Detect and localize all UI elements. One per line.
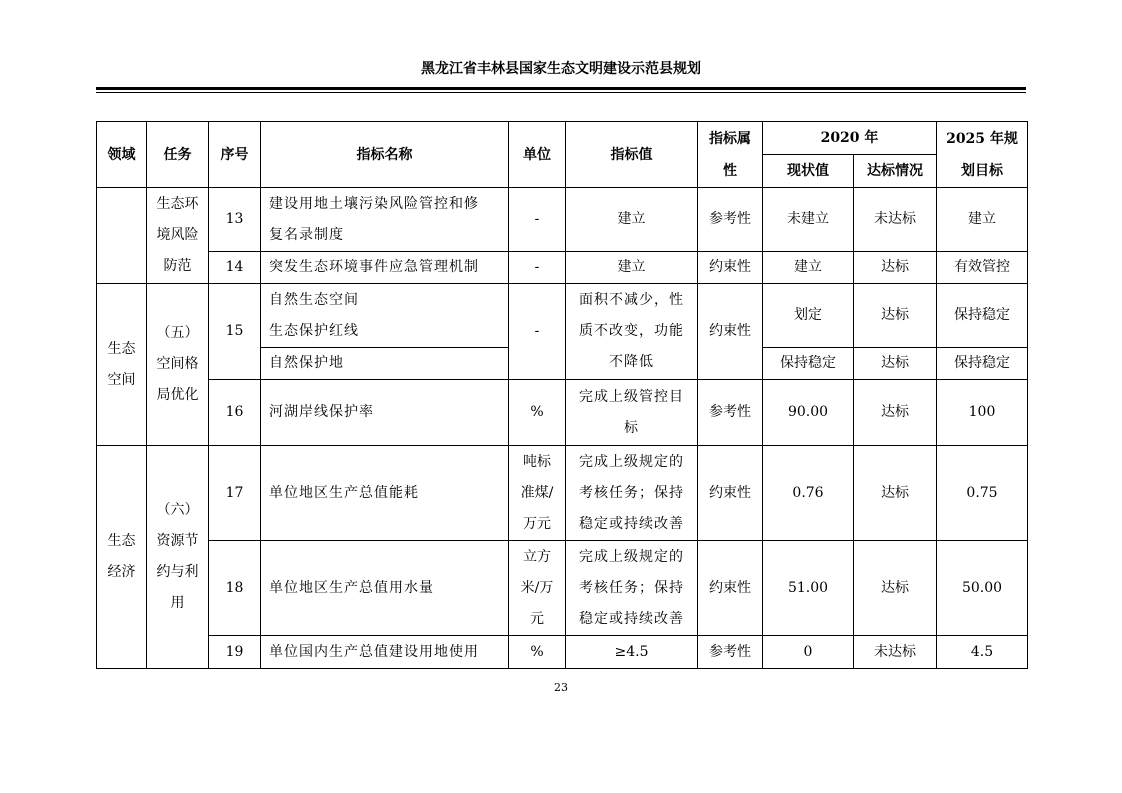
header-target-2025 [937, 122, 1028, 188]
task-line: 用 [170, 595, 185, 611]
status-cell: 达标 [854, 252, 937, 284]
value-line: 标 [624, 419, 639, 436]
indicator-name-cell: 单位国内生产总值建设用地使用 [261, 636, 509, 669]
seq-cell: 15 [209, 284, 261, 380]
task-line: 空间格 [156, 356, 199, 372]
unit-cell [509, 541, 566, 636]
value-line: 面积不减少，性 [579, 292, 684, 308]
current-value-cell: 保持稳定 [763, 348, 854, 380]
unit-cell [509, 446, 566, 541]
header-year-2020: 2020 年 [763, 122, 937, 155]
attribute-cell: 参考性 [698, 188, 763, 252]
unit-line: 米/万 [520, 579, 554, 596]
domain-line: 空间 [107, 371, 136, 388]
table-row [97, 541, 1028, 636]
target-cell: 有效管控 [937, 252, 1028, 284]
current-value-cell: 90.00 [763, 380, 854, 446]
target-cell: 保持稳定 [937, 348, 1028, 380]
task-cell-space [147, 284, 209, 446]
current-value-cell: 未建立 [763, 188, 854, 252]
value-line: 完成上级管控目 [579, 388, 684, 405]
indicator-name-cell [261, 188, 509, 252]
attribute-cell: 参考性 [698, 380, 763, 446]
value-cell: ≥4.5 [566, 636, 698, 669]
header-rule-thick [96, 87, 1026, 90]
status-cell: 达标 [854, 284, 937, 348]
table-row [97, 380, 1028, 446]
value-cell: 建立 [566, 252, 698, 284]
table-header-row [97, 122, 1028, 155]
target-cell: 建立 [937, 188, 1028, 252]
value-line: 不降低 [609, 354, 654, 370]
value-cell [566, 541, 698, 636]
table-row [97, 446, 1028, 541]
value-cell [566, 380, 698, 446]
attribute-cell: 参考性 [698, 636, 763, 669]
value-line: 质不改变，功能 [579, 323, 684, 339]
attribute-cell: 约束性 [698, 284, 763, 380]
indicator-name-cell: 单位地区生产总值用水量 [261, 541, 509, 636]
name-line: 建设用地土壤污染风险管控和修 [269, 195, 479, 212]
header-value: 指标值 [566, 122, 698, 188]
domain-line: 生态 [107, 340, 136, 357]
value-cell [566, 284, 698, 380]
header-rule-thin [96, 92, 1026, 93]
indicator-name-cell: 单位地区生产总值能耗 [261, 446, 509, 541]
unit-line: 元 [530, 610, 544, 627]
task-line: 生态环 [156, 196, 199, 212]
task-line: （六） [156, 502, 199, 518]
value-line: 稳定或持续改善 [579, 515, 684, 532]
header-attribute-line1: 指标属 [709, 130, 751, 147]
indicator-name-cell: 河湖岸线保护率 [261, 380, 509, 446]
value-line: 稳定或持续改善 [579, 610, 684, 627]
table-row [97, 188, 1028, 252]
header-attribute-line2: 性 [723, 162, 737, 179]
unit-cell: % [509, 380, 566, 446]
status-cell: 达标 [854, 541, 937, 636]
seq-cell: 19 [209, 636, 261, 669]
header-unit: 单位 [509, 122, 566, 188]
header-target-line2: 划目标 [961, 162, 1003, 179]
attribute-cell: 约束性 [698, 446, 763, 541]
name-line: 生态保护红线 [269, 322, 359, 339]
task-cell-risk [147, 188, 209, 284]
unit-line: 吨标 [523, 453, 551, 470]
task-line: 局优化 [156, 387, 199, 403]
unit-cell: - [509, 188, 566, 252]
running-header: 黑龙江省丰林县国家生态文明建设示范县规划 [421, 61, 701, 77]
seq-cell: 17 [209, 446, 261, 541]
status-cell: 达标 [854, 348, 937, 380]
unit-line: 准煤/ [520, 484, 554, 501]
indicator-table [96, 121, 1028, 669]
header-domain: 领域 [97, 122, 147, 188]
attribute-cell: 约束性 [698, 252, 763, 284]
target-cell: 4.5 [937, 636, 1028, 669]
indicator-name-cell: 突发生态环境事件应急管理机制 [261, 252, 509, 284]
task-cell-resource [147, 446, 209, 669]
domain-cell-eco-economy [97, 446, 147, 669]
unit-line: 万元 [523, 515, 551, 532]
current-value-cell: 划定 [763, 284, 854, 348]
value-line: 考核任务；保持 [579, 579, 684, 596]
header-indicator-name: 指标名称 [261, 122, 509, 188]
header-current-value: 现状值 [763, 155, 854, 188]
unit-cell: % [509, 636, 566, 669]
unit-cell: - [509, 252, 566, 284]
header-status: 达标情况 [854, 155, 937, 188]
header-attribute [698, 122, 763, 188]
indicator-name-cell [261, 284, 509, 348]
task-line: 防范 [163, 258, 192, 274]
indicator-name-cell: 自然保护地 [261, 348, 509, 380]
target-cell: 保持稳定 [937, 284, 1028, 348]
current-value-cell: 0 [763, 636, 854, 669]
domain-line: 经济 [107, 564, 136, 580]
value-cell [566, 446, 698, 541]
unit-cell: - [509, 284, 566, 380]
target-cell: 50.00 [937, 541, 1028, 636]
value-line: 完成上级规定的 [579, 453, 684, 470]
header-target-line1: 2025 年规 [946, 130, 1018, 147]
domain-cell-eco-space [97, 284, 147, 446]
domain-cell-empty [97, 188, 147, 284]
current-value-cell: 建立 [763, 252, 854, 284]
header-seq: 序号 [209, 122, 261, 188]
status-cell: 达标 [854, 380, 937, 446]
task-line: 境风险 [156, 227, 199, 243]
current-value-cell: 51.00 [763, 541, 854, 636]
task-line: 约与利 [156, 564, 199, 580]
task-line: 资源节 [156, 533, 199, 549]
attribute-cell: 约束性 [698, 541, 763, 636]
table-row [97, 284, 1028, 348]
status-cell: 达标 [854, 446, 937, 541]
page-number: 23 [554, 681, 568, 694]
current-value-cell: 0.76 [763, 446, 854, 541]
value-cell: 建立 [566, 188, 698, 252]
unit-line: 立方 [523, 548, 551, 565]
task-line: （五） [156, 325, 199, 341]
name-line: 复名录制度 [269, 226, 344, 243]
seq-cell: 18 [209, 541, 261, 636]
header-task: 任务 [147, 122, 209, 188]
value-line: 考核任务；保持 [579, 484, 684, 501]
target-cell: 100 [937, 380, 1028, 446]
status-cell: 未达标 [854, 636, 937, 669]
name-line: 自然生态空间 [269, 291, 359, 308]
seq-cell: 14 [209, 252, 261, 284]
status-cell: 未达标 [854, 188, 937, 252]
target-cell: 0.75 [937, 446, 1028, 541]
table-row [97, 636, 1028, 669]
table-row [97, 252, 1028, 284]
value-line: 完成上级规定的 [579, 548, 684, 565]
seq-cell: 13 [209, 188, 261, 252]
seq-cell: 16 [209, 380, 261, 446]
domain-line: 生态 [107, 533, 136, 549]
